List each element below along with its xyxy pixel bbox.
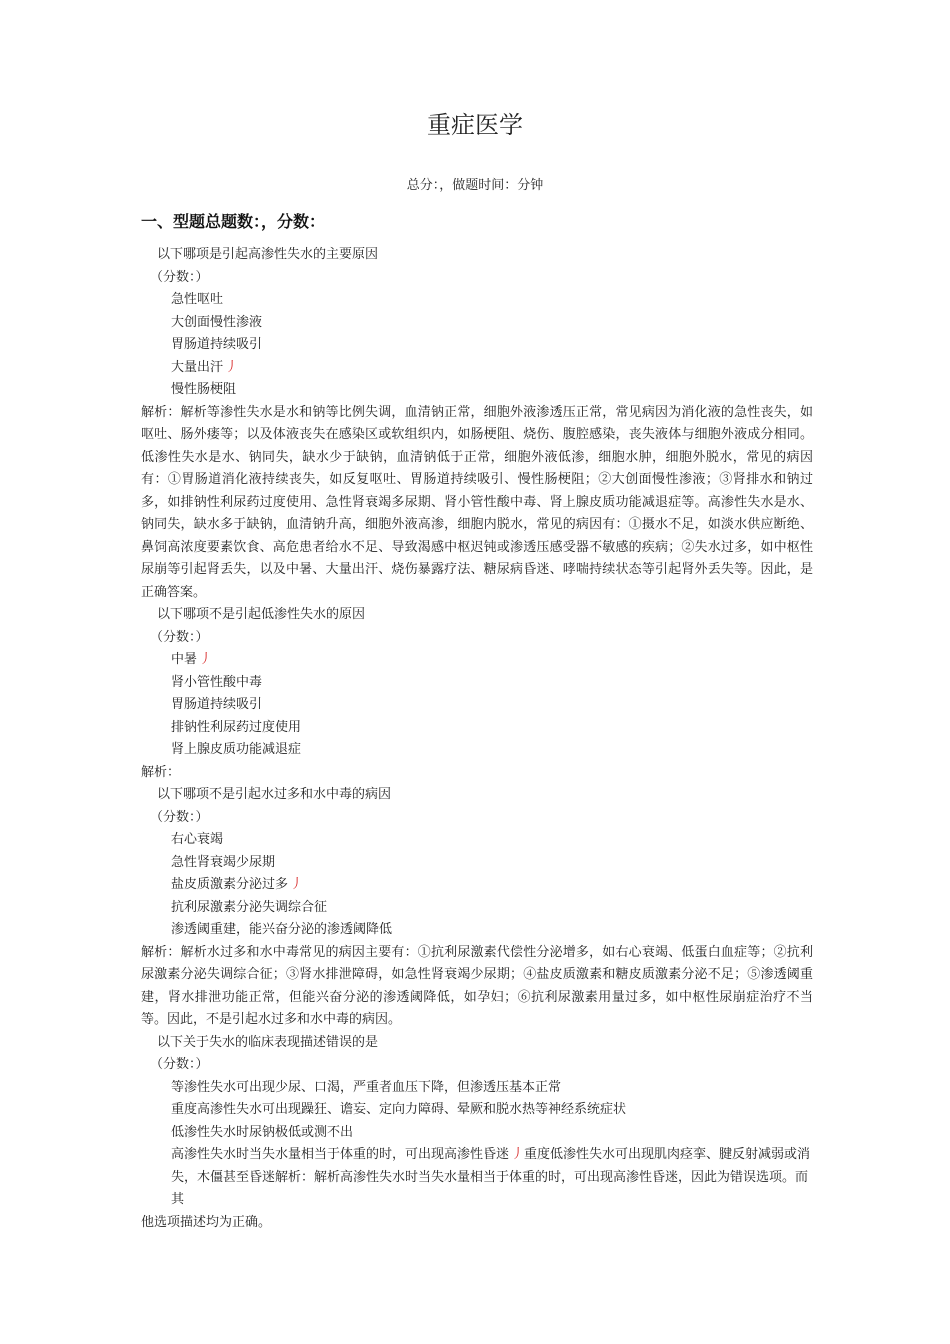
option-text: 盐皮质激素分泌过多 (171, 877, 289, 892)
analysis-text: 解析： (141, 764, 181, 780)
correct-answer-mark: 丿 (290, 877, 304, 892)
correct-answer-mark: 丿 (225, 359, 239, 375)
page-subtitle: 总分：，做题时间：分钟 (406, 178, 544, 193)
question-block (141, 244, 813, 604)
answer-option (141, 852, 813, 875)
option-text: 抗利尿激素分泌失调综合征 (171, 899, 328, 915)
answer-option (141, 357, 813, 380)
question-stem: 以下关于失水的临床表现描述错误的是 (157, 1034, 379, 1050)
answer-option (141, 1122, 813, 1145)
page-title: 重症医学 (427, 111, 523, 139)
answer-option (141, 672, 813, 695)
answer-option (141, 717, 813, 740)
option-continuation: 重度低渗性失水可出现肌肉痉挛、腱反射减弱或消失，木僵甚至昏迷解析：解析高渗性失水时当失水量相当于体重的时，可出现高渗性昏迷，因此为错误选项。而其 (171, 1147, 811, 1207)
question-block (141, 1032, 813, 1235)
option-text: 排钠性利尿药过度使用 (171, 719, 302, 735)
option-text: 高渗性失水时当失水量相当于体重的时，可出现高渗性昏迷 (171, 1147, 510, 1162)
answer-option (141, 874, 813, 897)
option-text: 大创面慢性渗液 (171, 314, 263, 330)
option-text: 急性肾衰竭少尿期 (171, 854, 276, 870)
answer-option (141, 1144, 813, 1212)
answer-option (141, 289, 813, 312)
answer-option (141, 312, 813, 335)
analysis-text: 他选项描述均为正确。 (141, 1214, 272, 1230)
question-block (141, 604, 813, 784)
question-score: （分数：） (150, 1057, 209, 1072)
analysis-text: 解析：解析水过多和水中毒常见的病因主要有：①抗利尿激素代偿性分泌增多，如右心衰竭、低蛋白血症等；②抗利尿激素分泌失调综合征；③肾水排泄障碍，如急性肾衰竭少尿期；④盐皮质激素和糖皮质激素分泌不足；⑤渗透阈重建，肾水排泄功能正常，但能兴奋分泌的渗透阈降低，如孕妇；⑥抗利尿激素用量过多，如中枢性尿崩症治疗不当等。因此，不是引起水过多和水中毒的病因。 (141, 944, 813, 1027)
question-stem: 以下哪项不是引起水过多和水中毒的病因 (157, 787, 392, 802)
option-text: 肾小管性酸中毒 (171, 674, 263, 690)
answer-option (141, 1099, 813, 1122)
correct-answer-mark: 丿 (199, 652, 213, 667)
question-block (141, 784, 813, 1032)
option-text: 慢性肠梗阻 (171, 382, 237, 397)
section-heading: 一、型题总题数：，分数： (141, 212, 326, 231)
question-score: （分数：） (150, 629, 209, 645)
answer-option (141, 897, 813, 920)
answer-option (141, 649, 813, 672)
question-stem: 以下哪项是引起高渗性失水的主要原因 (157, 247, 379, 262)
answer-option (141, 1077, 813, 1100)
correct-answer-mark: 丿 (511, 1147, 525, 1162)
analysis-text: 解析：解析等渗性失水是水和钠等比例失调，血清钠正常，细胞外液渗透压正常，常见病因为消化液的急性丧失，如呕吐、肠外瘘等；以及体液丧失在感染区或软组织内，如肠梗阻、烧伤、腹腔感染，丧失液体与细胞外液成分相同。低渗性失水是水、钠同失，缺水少于缺钠，血清钠低于正常，细胞外液低渗，细胞水肿，细胞外脱水，常见的病因有：①胃肠道消化液持续丧失，如反复呕吐、胃肠道持续吸引、慢性肠梗阻；②大创面慢性渗液；③肾排水和钠过多，如排钠性利尿药过度使用、急性肾衰竭多尿期、肾小管性酸中毒、肾上腺皮质功能减退症等。高渗性失水是水、钠同失，缺水多于缺钠，血清钠升高，细胞外液高渗，细胞内脱水，常见的病因有：①摄水不足，如淡水供应断绝、鼻饲高浓度要素饮食、高危患者给水不足、导致渴感中枢迟钝或渗透压感受器不敏感的疾病；②失水过多，如中枢性尿崩等引起肾丢失，以及中暑、大量出汗、烧伤暴露疗法、糖尿病昏迷、哮喘持续状态等引起肾外丢失等。因此，是正确答案。 (141, 404, 813, 600)
option-text: 中暑 (171, 652, 198, 667)
question-score: （分数：） (150, 809, 209, 825)
answer-option (141, 379, 813, 402)
answer-option (141, 829, 813, 852)
option-text: 低渗性失水时尿钠极低或测不出 (171, 1124, 354, 1140)
answer-option (141, 919, 813, 942)
option-text: 右心衰竭 (171, 832, 224, 847)
question-stem: 以下哪项不是引起低渗性失水的原因 (157, 607, 366, 622)
option-text: 渗透阈重建，能兴奋分泌的渗透阈降低 (171, 922, 393, 937)
option-text: 急性呕吐 (171, 292, 224, 307)
answer-option (141, 739, 813, 762)
answer-option (141, 694, 813, 717)
option-text: 大量出汗 (171, 359, 224, 375)
option-text: 等渗性失水可出现少尿、口渴，严重者血压下降，但渗透压基本正常 (171, 1079, 562, 1095)
option-text: 胃肠道持续吸引 (171, 697, 263, 712)
option-text: 胃肠道持续吸引 (171, 337, 263, 352)
option-text: 肾上腺皮质功能减退症 (171, 742, 302, 757)
answer-option (141, 334, 813, 357)
question-list (141, 244, 813, 1234)
option-text: 重度高渗性失水可出现躁狂、谵妄、定向力障碍、晕厥和脱水热等神经系统症状 (171, 1102, 627, 1117)
question-score: （分数：） (150, 269, 209, 285)
